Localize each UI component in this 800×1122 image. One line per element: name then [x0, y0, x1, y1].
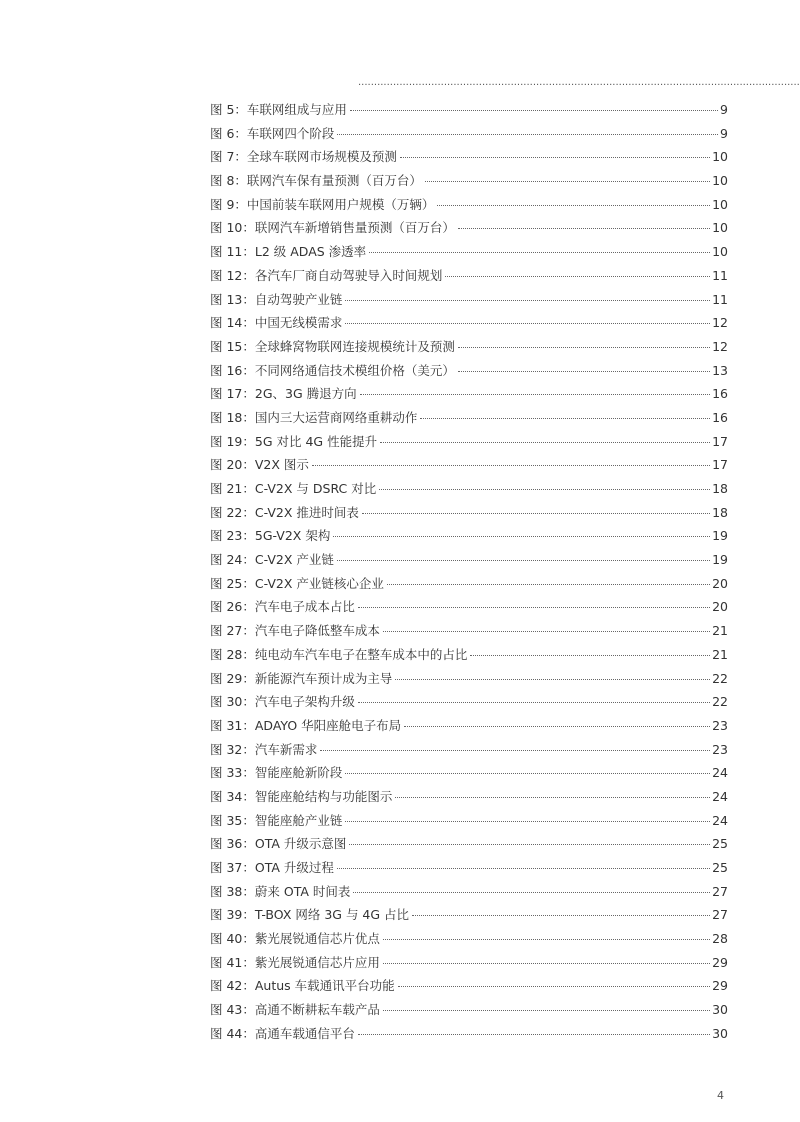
toc-entry-page: 24	[712, 788, 728, 804]
toc-entry-page: 10	[712, 149, 728, 165]
toc-entry[interactable]	[210, 169, 728, 193]
toc-entry-label: 图 41：紫光展锐通信芯片应用	[210, 954, 380, 970]
toc-entry[interactable]	[210, 98, 728, 122]
toc-dot-leader	[412, 905, 710, 916]
toc-entry[interactable]	[210, 880, 728, 904]
toc-entry[interactable]	[210, 430, 728, 454]
toc-dot-leader	[398, 976, 710, 987]
toc-dot-leader	[458, 361, 710, 372]
toc-dot-leader	[425, 171, 710, 182]
toc-dot-leader	[362, 503, 710, 514]
toc-entry-page: 17	[712, 457, 728, 473]
toc-entry[interactable]	[210, 595, 728, 619]
toc-entry-page: 25	[712, 836, 728, 852]
toc-entry[interactable]	[210, 1022, 728, 1046]
toc-entry-label: 图 7：全球车联网市场规模及预测	[210, 149, 397, 165]
toc-entry[interactable]	[210, 264, 728, 288]
toc-dot-leader	[345, 763, 710, 774]
toc-entry-label: 图 32：汽车新需求	[210, 741, 318, 757]
toc-entry-page: 13	[712, 362, 728, 378]
toc-entry-page: 10	[712, 220, 728, 236]
toc-entry-page: 30	[712, 1025, 728, 1041]
toc-entry[interactable]	[210, 572, 728, 596]
toc-entry[interactable]	[210, 240, 728, 264]
toc-entry-label: 图 38：蔚来 OTA 时间表	[210, 883, 351, 899]
toc-entry-page: 10	[712, 173, 728, 189]
toc-entry[interactable]	[210, 406, 728, 430]
toc-entry[interactable]	[210, 359, 728, 383]
toc-dot-leader	[345, 290, 710, 301]
toc-entry-page: 12	[712, 338, 728, 354]
toc-dot-leader	[395, 669, 710, 680]
toc-dot-leader	[337, 858, 710, 869]
toc-entry-label: 图 26：汽车电子成本占比	[210, 599, 355, 615]
toc-entry-label: 图 12：各汽车厂商自动驾驶导入时间规划	[210, 267, 443, 283]
toc-entry-page: 28	[712, 931, 728, 947]
toc-entry-label: 图 5：车联网组成与应用	[210, 102, 347, 117]
toc-entry[interactable]	[210, 122, 728, 146]
toc-entry-page: 24	[712, 812, 728, 828]
toc-dot-leader	[458, 337, 710, 348]
toc-dot-leader	[383, 1000, 710, 1011]
toc-entry[interactable]	[210, 761, 728, 785]
toc-entry-page: 9	[720, 102, 728, 117]
toc-entry[interactable]	[210, 809, 728, 833]
toc-entry-page: 22	[712, 670, 728, 686]
toc-dot-leader	[353, 882, 710, 893]
toc-entry[interactable]	[210, 690, 728, 714]
toc-entry[interactable]	[210, 288, 728, 312]
toc-entry-page: 23	[712, 741, 728, 757]
toc-entry[interactable]	[210, 216, 728, 240]
toc-entry-page: 21	[712, 623, 728, 639]
toc-entry-label: 图 17：2G、3G 腾退方向	[210, 386, 357, 402]
toc-entry-label: 图 15：全球蜂窝物联网连接规模统计及预测	[210, 338, 455, 354]
toc-entry[interactable]	[210, 311, 728, 335]
toc-entry[interactable]	[210, 832, 728, 856]
toc-entry-label: 图 11：L2 级 ADAS 渗透率	[210, 244, 367, 260]
toc-dot-leader	[358, 597, 710, 608]
toc-entry-page: 17	[712, 433, 728, 449]
toc-entry[interactable]	[210, 453, 728, 477]
toc-entry[interactable]	[210, 951, 728, 975]
toc-dot-leader	[312, 455, 710, 466]
toc-entry-page: 10	[712, 196, 728, 212]
toc-entry-label: 图 19：5G 对比 4G 性能提升	[210, 433, 378, 449]
toc-entry-page: 16	[712, 386, 728, 402]
toc-entry-label: 图 8：联网汽车保有量预测（百万台）	[210, 173, 422, 189]
toc-entry-label: 图 40：紫光展锐通信芯片优点	[210, 931, 380, 947]
toc-dot-leader	[360, 384, 710, 395]
toc-dot-leader	[333, 526, 710, 537]
toc-entry[interactable]	[210, 548, 728, 572]
toc-dot-leader	[404, 716, 710, 727]
toc-entry-label: 图 20：V2X 图示	[210, 457, 309, 473]
toc-entry[interactable]	[210, 643, 728, 667]
toc-dot-leader	[383, 953, 710, 964]
toc-top-leader: ...........................................................................................................................................	[358, 77, 800, 88]
toc-dot-leader	[383, 621, 710, 632]
toc-entry-label: 图 29：新能源汽车预计成为主导	[210, 670, 393, 686]
toc-entry[interactable]	[210, 903, 728, 927]
toc-entry-label: 图 27：汽车电子降低整车成本	[210, 623, 380, 639]
toc-dot-leader	[380, 432, 710, 443]
toc-dot-leader	[445, 266, 710, 277]
toc-entry[interactable]	[210, 335, 728, 359]
toc-entry-page: 23	[712, 717, 728, 733]
toc-dot-leader	[345, 811, 710, 822]
toc-dot-leader	[437, 195, 710, 206]
table-of-figures	[210, 98, 728, 1046]
toc-entry[interactable]	[210, 382, 728, 406]
toc-entry-label: 图 37：OTA 升级过程	[210, 860, 334, 875]
toc-entry-page: 27	[712, 907, 728, 923]
toc-entry-page: 20	[712, 575, 728, 591]
toc-entry-label: 图 18：国内三大运营商网络重耕动作	[210, 409, 418, 425]
toc-entry-page: 11	[712, 291, 728, 307]
toc-entry-page: 24	[712, 765, 728, 781]
toc-entry-label: 图 36：OTA 升级示意图	[210, 836, 347, 852]
toc-entry-page: 20	[712, 599, 728, 615]
toc-entry-page: 10	[712, 244, 728, 260]
toc-entry-label: 图 13：自动驾驶产业链	[210, 291, 343, 307]
page-number: 4	[717, 1089, 724, 1102]
toc-entry-label: 图 39：T-BOX 网络 3G 与 4G 占比	[210, 907, 410, 923]
toc-entry[interactable]	[210, 785, 728, 809]
toc-entry-page: 16	[712, 409, 728, 425]
toc-entry-label: 图 31：ADAYO 华阳座舱电子布局	[210, 717, 402, 733]
toc-entry[interactable]	[210, 856, 728, 880]
toc-entry[interactable]	[210, 193, 728, 217]
toc-entry-page: 30	[712, 1002, 728, 1018]
toc-entry[interactable]	[210, 738, 728, 762]
toc-entry-label: 图 43：高通不断耕耘车载产品	[210, 1002, 380, 1018]
toc-entry[interactable]	[210, 667, 728, 691]
toc-entry-label: 图 23：5G-V2X 架构	[210, 528, 331, 544]
toc-entry[interactable]	[210, 714, 728, 738]
toc-dot-leader	[400, 147, 710, 158]
toc-entry-page: 29	[712, 954, 728, 970]
toc-dot-leader	[395, 787, 710, 798]
toc-entry-page: 18	[712, 481, 728, 496]
toc-dot-leader	[379, 479, 710, 490]
toc-entry[interactable]	[210, 619, 728, 643]
toc-entry-page: 12	[712, 315, 728, 331]
toc-entry-label: 图 6：车联网四个阶段	[210, 125, 335, 141]
toc-dot-leader	[337, 550, 710, 561]
toc-entry-label: 图 33：智能座舱新阶段	[210, 765, 343, 781]
toc-entry-label: 图 21：C-V2X 与 DSRC 对比	[210, 481, 377, 496]
toc-dot-leader	[420, 408, 710, 419]
toc-dot-leader	[470, 645, 710, 656]
toc-entry[interactable]	[210, 145, 728, 169]
toc-entry[interactable]	[210, 998, 728, 1022]
toc-entry-label: 图 25：C-V2X 产业链核心企业	[210, 575, 384, 591]
toc-entry[interactable]	[210, 501, 728, 525]
toc-entry[interactable]	[210, 524, 728, 548]
toc-entry-page: 18	[712, 504, 728, 520]
toc-entry-label: 图 44：高通车载通信平台	[210, 1025, 355, 1041]
toc-entry-label: 图 42：Autus 车载通讯平台功能	[210, 978, 395, 994]
toc-dot-leader	[337, 124, 718, 135]
toc-entry-label: 图 34：智能座舱结构与功能图示	[210, 788, 393, 804]
toc-entry-label: 图 16：不同网络通信技术模组价格（美元）	[210, 362, 455, 378]
toc-entry-page: 11	[712, 267, 728, 283]
toc-entry-label: 图 9：中国前装车联网用户规模（万辆）	[210, 196, 435, 212]
toc-entry-label: 图 28：纯电动车汽车电子在整车成本中的占比	[210, 646, 468, 662]
toc-dot-leader	[387, 574, 710, 585]
toc-entry-page: 25	[712, 860, 728, 875]
toc-dot-leader	[369, 242, 710, 253]
toc-entry-label: 图 10：联网汽车新增销售量预测（百万台）	[210, 220, 455, 236]
toc-entry-page: 21	[712, 646, 728, 662]
toc-entry-label: 图 22：C-V2X 推进时间表	[210, 504, 359, 520]
toc-entry-page: 22	[712, 694, 728, 710]
toc-dot-leader	[458, 218, 710, 229]
toc-dot-leader	[349, 834, 710, 845]
toc-entry[interactable]	[210, 927, 728, 951]
toc-entry-label: 图 35：智能座舱产业链	[210, 812, 343, 828]
toc-entry-label: 图 24：C-V2X 产业链	[210, 552, 334, 568]
toc-dot-leader	[358, 1024, 710, 1035]
toc-entry[interactable]	[210, 974, 728, 998]
toc-entry-label: 图 14：中国无线模需求	[210, 315, 343, 331]
toc-entry-page: 9	[720, 125, 728, 141]
toc-entry-page: 29	[712, 978, 728, 994]
toc-entry-label: 图 30：汽车电子架构升级	[210, 694, 355, 710]
toc-entry-page: 19	[712, 528, 728, 544]
toc-entry-page: 27	[712, 883, 728, 899]
toc-entry[interactable]	[210, 477, 728, 501]
toc-entry-page: 19	[712, 552, 728, 568]
toc-dot-leader	[358, 692, 710, 703]
toc-dot-leader	[383, 929, 710, 940]
toc-dot-leader	[345, 313, 710, 324]
toc-dot-leader	[350, 100, 718, 111]
toc-dot-leader	[320, 740, 710, 751]
